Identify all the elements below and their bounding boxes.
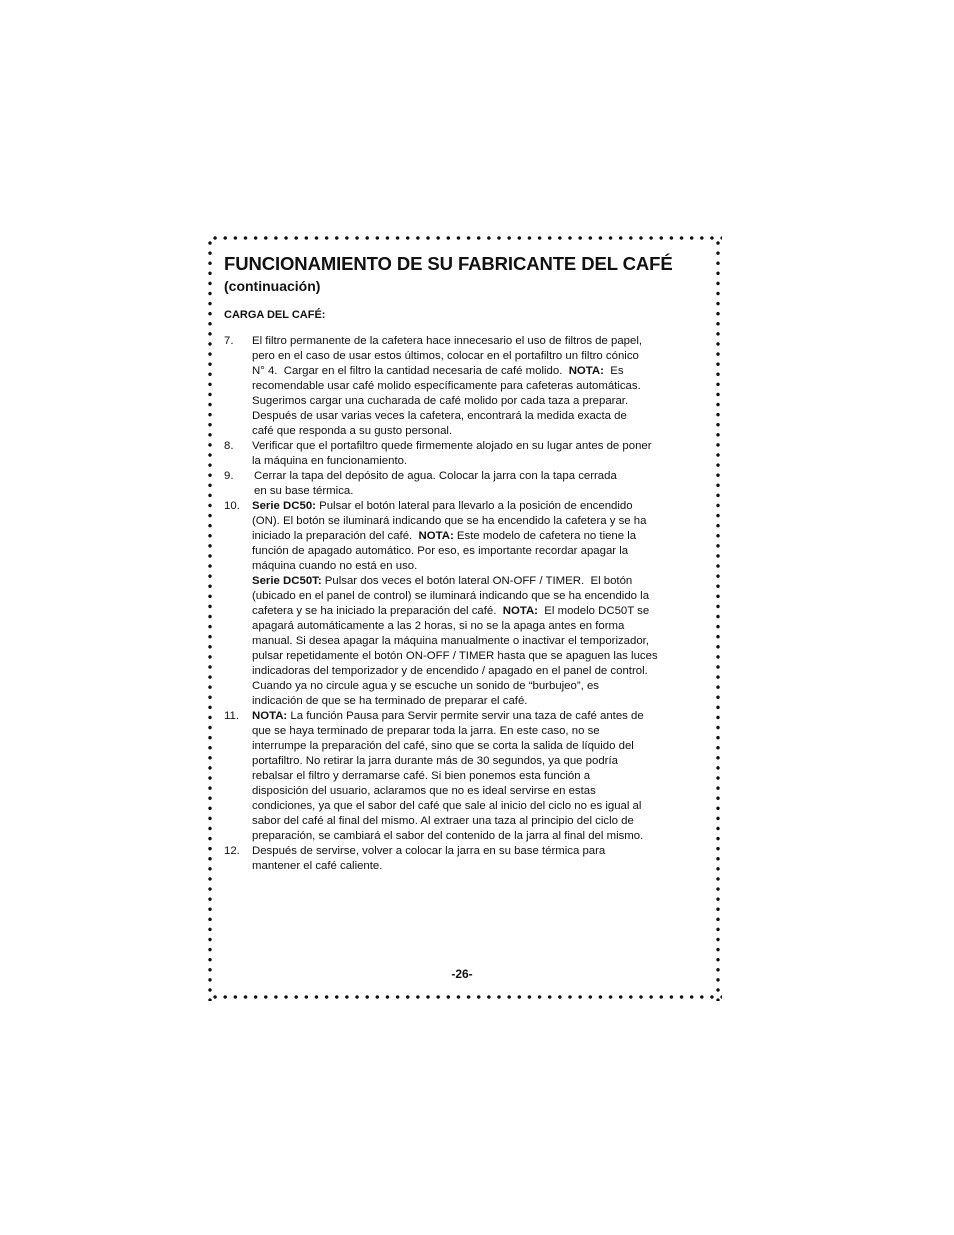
instruction-list <box>224 334 702 874</box>
item-line: (ON). El botón se iluminará indicando que se ha encendido la cafetera y se ha <box>252 515 647 527</box>
item-line: Cuando ya no circule agua y se escuche un sonido de “burbujeo”, es <box>252 680 600 692</box>
item-line <box>252 499 702 514</box>
nota-label: NOTA: <box>502 605 538 617</box>
border-right-dots <box>716 238 720 1001</box>
page-subtitle: (continuación) <box>224 278 321 294</box>
item-text: N° 4. Cargar en el filtro la cantidad necesaria de café molido. <box>252 365 569 377</box>
list-item-9 <box>224 469 702 499</box>
item-line: El filtro permanente de la cafetera hace innecesario el uso de filtros de papel, <box>252 335 643 347</box>
item-line: Después de servirse, volver a colocar la jarra en su base térmica para <box>252 845 606 857</box>
item-line: máquina cuando no está en uso. <box>252 560 418 572</box>
nota-label: NOTA: <box>418 530 454 542</box>
item-line: indicación de que se ha terminado de preparar el café. <box>252 695 528 707</box>
item-line: sabor del café al final del mismo. Al extraer una taza al principio del ciclo de <box>252 815 634 827</box>
item-text: iniciado la preparación del café. <box>252 530 419 542</box>
item-line: condiciones, ya que el sabor del café que sale al inicio del ciclo no es igual al <box>252 800 642 812</box>
item-text: El modelo DC50T se <box>537 605 650 617</box>
item-line <box>252 709 702 724</box>
nota-label: NOTA: <box>252 710 288 722</box>
item-line: rebalsar el filtro y derramarse café. Si bien ponemos esta función a <box>252 770 591 782</box>
item-line <box>252 604 702 619</box>
item-line: pero en el caso de usar estos últimos, colocar en el portafiltro un filtro cónico <box>252 350 639 362</box>
section-heading: CARGA DEL CAFÉ: <box>224 309 326 321</box>
item-text: Es <box>603 365 624 377</box>
item-text: Pulsar dos veces el botón lateral ON-OFF / TIMER. El botón <box>321 575 633 587</box>
item-line: apagará automáticamente a las 2 horas, si no se la apaga antes en forma <box>252 620 625 632</box>
page-title: FUNCIONAMIENTO DE SU FABRICANTE DEL CAFÉ <box>224 253 673 274</box>
list-item-8 <box>224 439 702 469</box>
item-text: cafetera y se ha iniciado la preparación del café. <box>252 605 503 617</box>
item-text: Este modelo de cafetera no tiene la <box>453 530 637 542</box>
series-dc50-label: Serie DC50: <box>252 500 316 512</box>
item-line: Sugerimos cargar una cucharada de café molido por cada taza a preparar. <box>252 395 629 407</box>
item-line <box>252 529 702 544</box>
item-line: interrumpe la preparación del café, sino que se corta la salida de líquido del <box>252 740 634 752</box>
item-number: 10. <box>224 500 240 512</box>
item-line: que se haya terminado de preparar toda la jarra. En este caso, no se <box>252 725 600 737</box>
item-number: 8. <box>224 440 234 452</box>
item-line: recomendable usar café molido específicamente para cafeteras automáticas. <box>252 380 641 392</box>
item-text: Pulsar el botón lateral para llevarlo a la posición de encendido <box>315 500 633 512</box>
item-line: manual. Si desea apagar la máquina manualmente o inactivar el temporizador, <box>252 635 650 647</box>
item-line: preparación, se cambiará el sabor del contenido de la jarra al final del mismo. <box>252 830 644 842</box>
item-line: mantener el café caliente. <box>252 860 383 872</box>
list-item-10 <box>224 499 702 709</box>
item-line: en su base térmica. <box>254 485 354 497</box>
item-line: disposición del usuario, aclaramos que no es ideal servirse en estas <box>252 785 596 797</box>
list-item-7 <box>224 334 702 439</box>
item-number: 7. <box>224 335 234 347</box>
item-line: Verificar que el portafiltro quede firmemente alojado en su lugar antes de poner <box>252 440 652 452</box>
item-line <box>252 364 702 379</box>
item-number: 11. <box>224 710 239 722</box>
item-line: Después de usar varias veces la cafetera, encontrará la medida exacta de <box>252 410 627 422</box>
item-line: (ubicado en el panel de control) se iluminará indicando que se ha encendido la <box>252 590 650 602</box>
item-line: la máquina en funcionamiento. <box>252 455 408 467</box>
item-line: función de apagado automático. Por eso, es importante recordar apagar la <box>252 545 629 557</box>
page-number: -26- <box>451 967 473 981</box>
item-line: pulsar repetidamente el botón ON-OFF / TIMER hasta que se apaguen las luces <box>252 650 658 662</box>
item-line: café que responda a su gusto personal. <box>252 425 453 437</box>
border-top-dots <box>210 236 722 240</box>
item-line: portafiltro. No retirar la jarra durante más de 30 segundos, ya que podría <box>252 755 618 767</box>
item-line <box>252 574 702 589</box>
series-dc50t-label: Serie DC50T: <box>252 575 322 587</box>
border-left-dots <box>208 238 212 1001</box>
list-item-12 <box>224 844 702 874</box>
item-line: Cerrar la tapa del depósito de agua. Colocar la jarra con la tapa cerrada <box>254 470 617 482</box>
border-bottom-dots <box>210 995 722 999</box>
list-item-11 <box>224 709 702 844</box>
item-number: 12. <box>224 845 240 857</box>
item-line: indicadoras del temporizador y de encendido / apagado en el panel de control. <box>252 665 648 677</box>
item-number: 9. <box>224 470 234 482</box>
item-text: La función Pausa para Servir permite servir una taza de café antes de <box>287 710 644 722</box>
nota-label: NOTA: <box>568 365 604 377</box>
